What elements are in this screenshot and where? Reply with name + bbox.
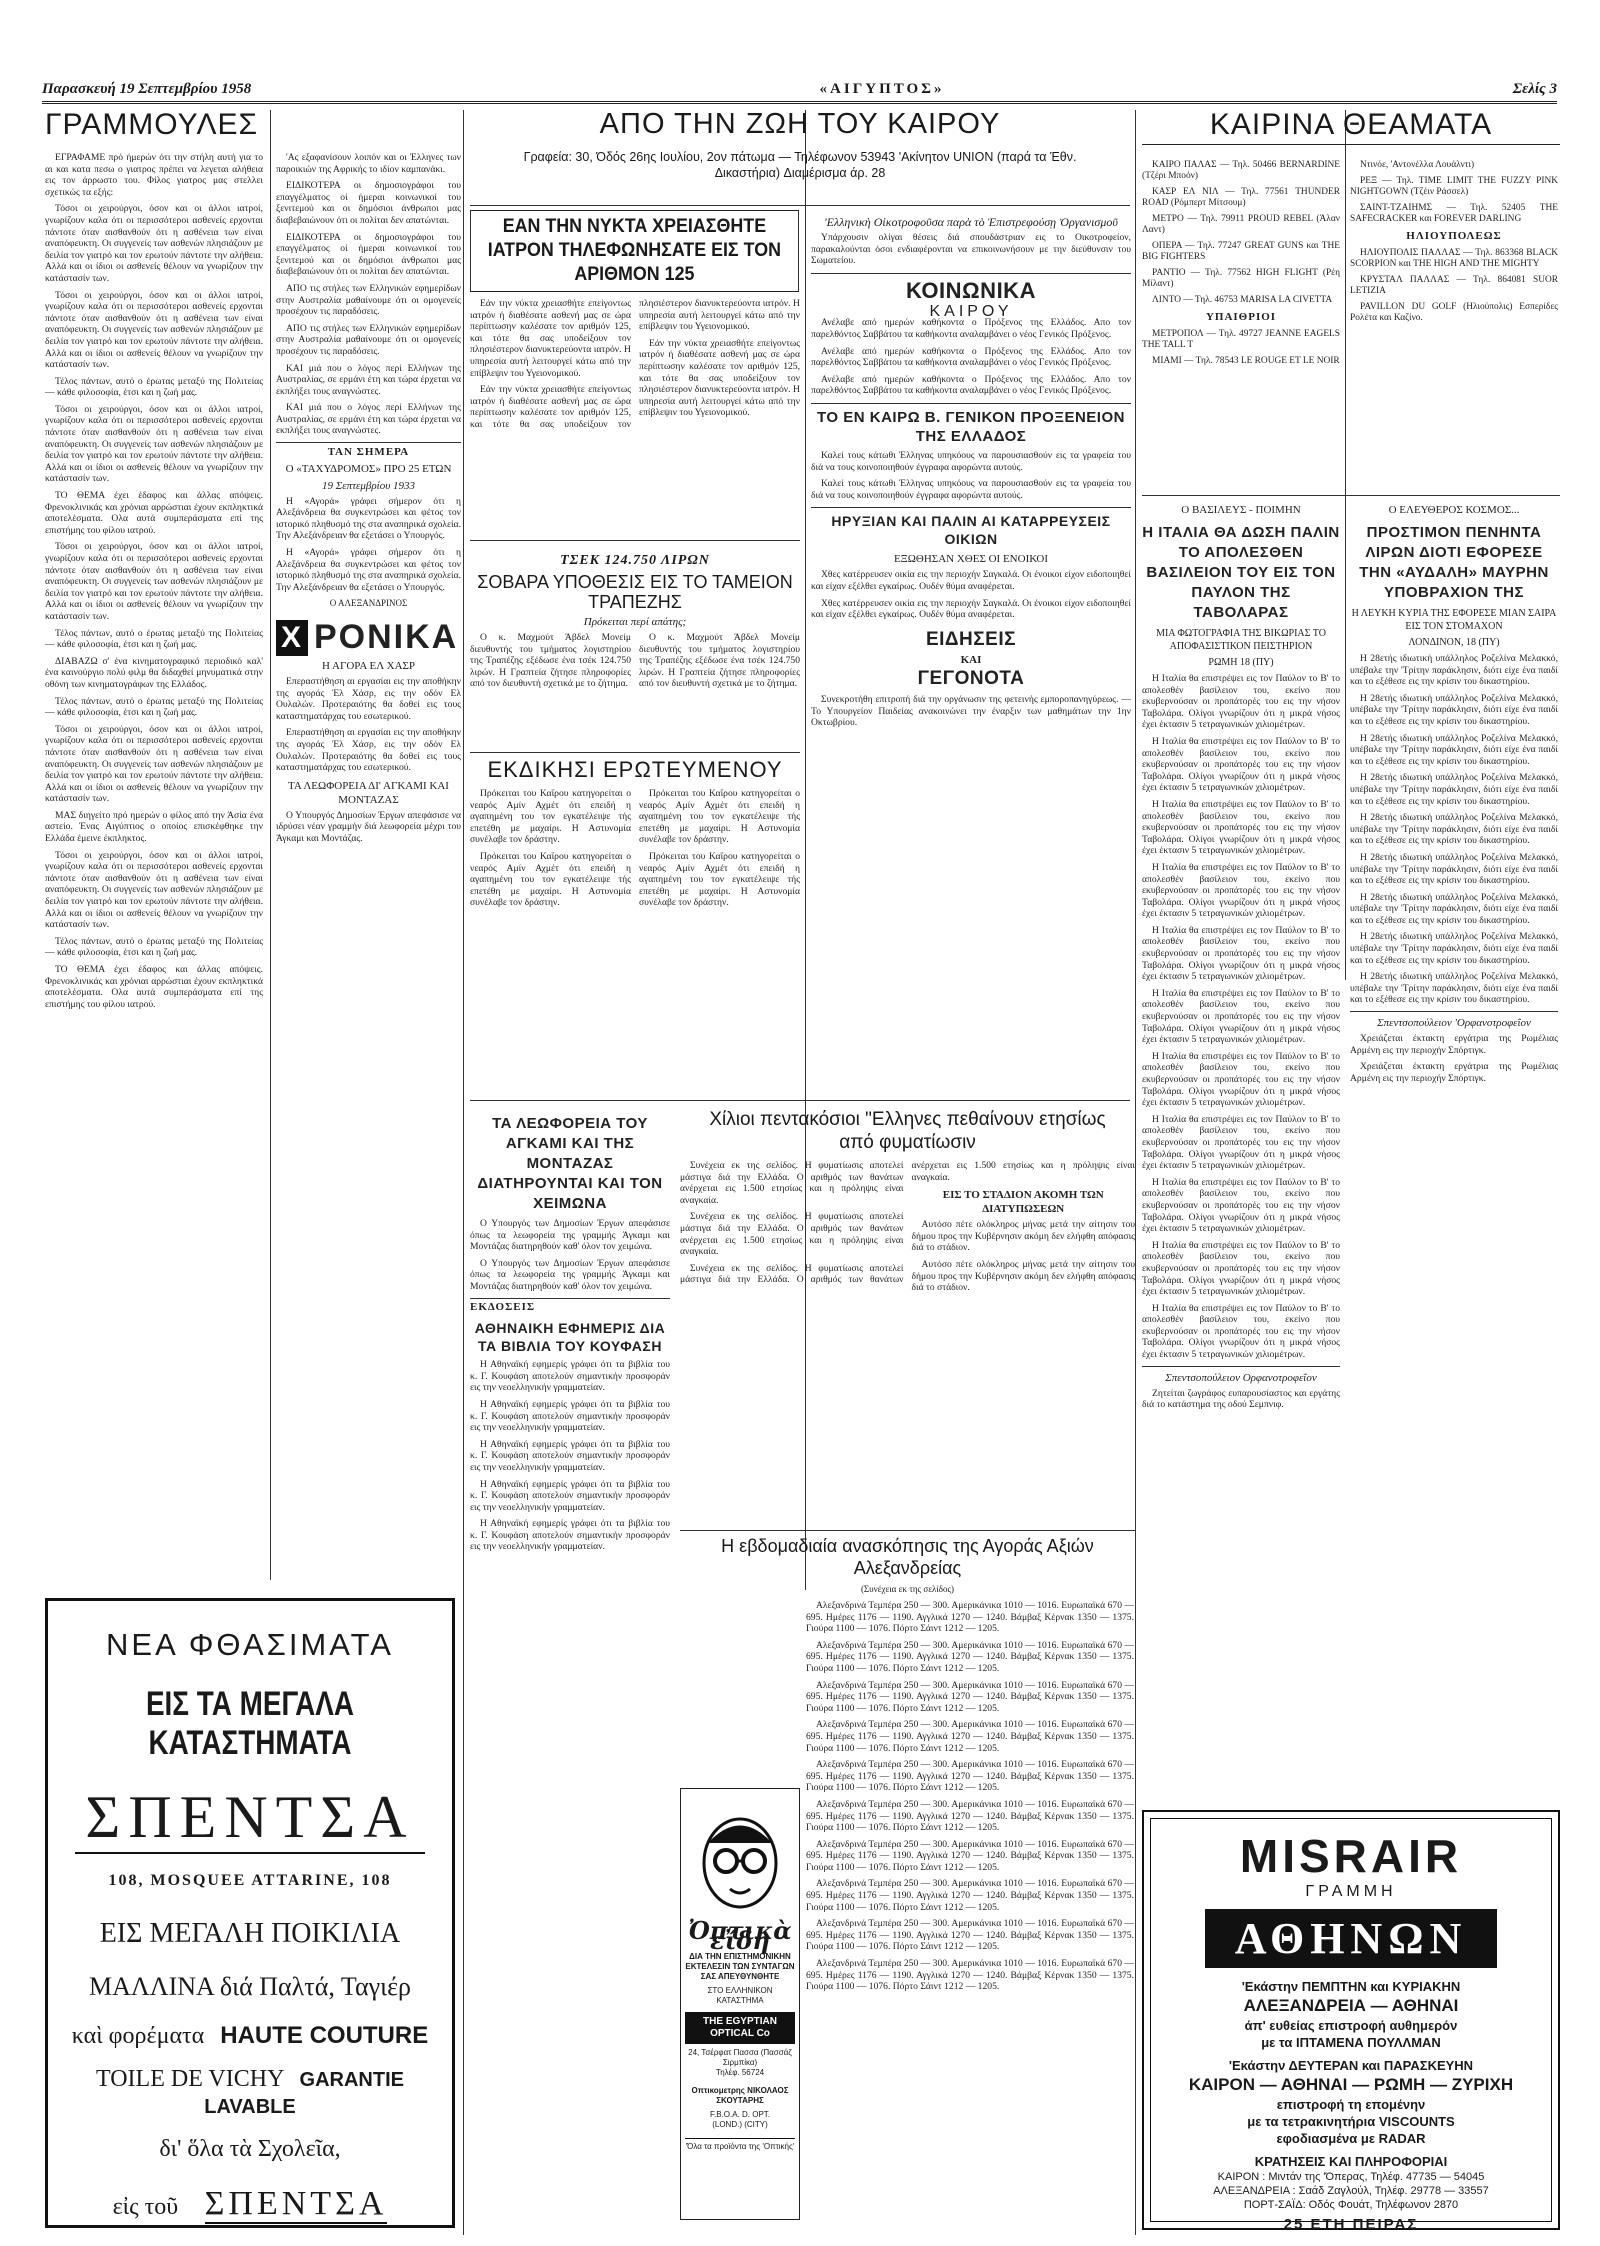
paragraph: Πρόκειται του Καΐρου κατηγορείται ο νεαρός Αμίν Αχμέτ ότι επειδή η αγαπημένη του τον εγκατέλειψε τής επετέθη με μαχαίρι. Η Αστυνομία συνέλαβε τον δράστην. <box>470 850 631 909</box>
ad-line: ΚΑΙΡΟΝ — ΑΘΗΝΑΙ — ΡΩΜΗ — ΖΥΡΙΧΗ <box>1188 2075 1514 2094</box>
ad-text: εἰς τοῦ <box>112 2194 179 2220</box>
paragraph: Τόσοι οι χειρούργοι, όσον και οι άλλοι ιατροί, γνωρίζουν καλα ότι οι περισσότεροι ασθενείς ερχονται πάντοτε όταν αισθανθούν ότι η ασθένεια των είναι αναπόφευκτη. Οι συγγενείς των ασθενών πλησιάζουν με δειλία τον γιατρό και τον ερωτούν πάντοτε την αλήθεια. Αλλά και οι ίδιοι οι ασθενείς θέλουν να γνωρίζουν την κατάστασίν των. <box>45 289 263 371</box>
tsek-article <box>470 545 800 750</box>
cinema-listing: ΚΑΣΡ ΕΛ ΝΙΛ — Τηλ. 77561 THUNDER ROAD (Ρόμπερτ Μίτσουμ) <box>1142 187 1340 208</box>
ad-line: ΝΕΑ ΦΘΑΣΙΜΑΤΑ <box>106 1627 394 1662</box>
paragraph: Χθες κατέρρευσεν οικία εις την περιοχήν Σαγκαλά. Οι ένοικοι είχον ειδοποιηθεί και είχαν εξέλθει εγκαίρως. Ουδέν θύμα αναφέρεται. <box>811 597 1131 621</box>
ad-line: με τα τετρακινητήρια VISCOUNTS <box>1247 2114 1455 2129</box>
xronika-title: ΡΟΝΙΚΑ <box>314 618 459 657</box>
orfanotropheion-heading: Σπεντσοπούλειον 'Ορφανοτροφεΐον <box>1350 1011 1558 1030</box>
paragraph: Τέλος πάντων, αυτό ο έρωτας μεταξύ της Πολιτείας — κάθε φιλοσοφία, έτσι και η ζωή μας. <box>45 935 263 959</box>
night-doctor-heading: ΕΑΝ ΤΗΝ ΝΥΚΤΑ ΧΡΕΙΑΣΘΗΤΕ ΙΑΤΡΟΝ ΤΗΛΕΦΩΝΗΣΑΤΕ ΕΙΣ ΤΟΝ ΑΡΙΘΜΟΝ 125 <box>470 210 799 292</box>
ad-line: δι' ὅλα τὰ Σχολεῖα, <box>159 2136 341 2162</box>
paragraph: Συνέχεια εκ της σελίδος. Η φυματίωσις αποτελεί μάστιγα διά την Ελλάδα. Ο αριθμός των θανάτων ανέρχεται εις 1.500 ετησίως και η πρόληψις είναι αναγκαία. <box>680 1160 904 1206</box>
prostimon-article <box>1350 500 1558 1800</box>
ypaithrioi-heading: ΥΠΑΙΘΡΙΟΙ <box>1205 311 1277 323</box>
ad-line: ΜΑΛΛΙΝΑ διά Παλτά, Ταγιέρ <box>89 1972 411 2001</box>
paragraph: Εάν την νύκτα χρειασθήτε επείγοντως ιατρόν ή διαθέσατε ασθενή μας σε ώρα περίπτωσην καλέσατε τον αριθμόν 125, και τότε θα σας υποδείξουν τον πλησιέστερον διανυκτερεύοντα ιατρόν. Η υπηρεσία αυτή λειτουργεί κάτω από την επίβλεψιν του Υγειονομικού. <box>470 298 800 430</box>
cinema-listing: ΛΙΝΤΟ — Τηλ. 46753 MARISA LA CIVETTA <box>1152 295 1333 305</box>
koinonika-heading: ΚΟΙΝΩΝΙΚΑ <box>811 273 1131 302</box>
hrysikan-subheading: ΕΞΩΘΗΣΑΝ ΧΘΕΣ ΟΙ ΕΝΟΙΚΟΙ <box>893 553 1049 566</box>
paragraph: ΜΑΣ διηγείτο πρό ημερών ο φίλος από την Άσία ένα αστείο. Ένας Αιγύπτιος ο οποίος επισκέφθηκε την Ελλάδα έμεινε έκπληκτος. <box>45 809 263 845</box>
vasileus-dateline: ΡΩΜΗ 18 (ΠΥ) <box>1208 657 1274 668</box>
section-rule <box>680 1530 1135 1531</box>
ad-line: 'Εκάστην ΠΕΜΠΤΗΝ και ΚΥΡΙΑΚΗΝ <box>1241 1979 1461 1994</box>
ad-line: εφοδιασμένα με RADAR <box>1276 2131 1426 2146</box>
ad-line: ΕΙΣ ΤΑ ΜΕΓΑΛΑ ΚΑΤΑΣΤΗΜΑΤΑ <box>145 1685 355 1762</box>
ad-text: TOILE DE VICHY <box>96 2066 284 2092</box>
ad-address: 108, MOSQUEE ATTARINE, 108 <box>108 1872 392 1889</box>
bespectacled-face-illustration <box>690 1803 790 1913</box>
ad-line: ΚΡΑΤΗΣΕΙΣ ΚΑΙ ΠΛΗΡΟΦΟΡΙΑΙ <box>1254 2154 1448 2169</box>
ad-line: Οπτικομετρης ΝΙΚΟΛΑΟΣ ΣΚΟΥΤΑΡΗΣ <box>691 2086 789 2105</box>
ad-line: 24, Τσέρφατ Πασσα (Πασσάζ Σιρμπίκα) <box>688 2048 792 2067</box>
paragraph: Αυτόσο πέτε ολόκληρος μήνας μετά την αίτησιν του δήμου προς την Κυβέρνησιν ακόμη δεν ελήφθη απόφασις διά το στάδιον. <box>911 1258 1135 1294</box>
paragraph: Καλεί τους κάτωθι Έλληνας υπηκόους να παρουσιασθούν εις τα γραφεία του διά να τους κοινοποιηθούν έγγραφα αφορώντα αυτούς. <box>811 478 1131 501</box>
column-rule <box>463 110 464 2235</box>
paragraph: Εάν την νύκτα χρειασθήτε επείγοντως ιατρόν ή διαθέσατε ασθενή μας σε ώρα περίπτωσην καλέσατε τον αριθμόν 125, και τότε θα σας υποδείξουν τον πλησιέστερον διανυκτερεύοντα ιατρόν. Η υπηρεσία αυτή λειτουργεί κάτω από την επίβλεψιν του Υγειονομικού. <box>470 298 631 379</box>
paragraph: ΕΙΔΙΚΟΤΕΡΑ οι δημοσιογράφοι του επαγγέλματος οί ήμεραι κοινωνικοί του ξενιτεμού και οι δημόσιοι άνθρωποι μας διαβεβαιώνουν ότι οι πολίται δεν απατώνται. <box>276 231 461 278</box>
xilioi-text <box>680 1160 1135 1294</box>
ekdikisi-article <box>470 756 800 1096</box>
paragraph: Η 28ετής ιδιωτική υπάλληλος Ροζελίνα Μελακκό, υπέβαλε την 'Τρίτην παράκλησιν, διότι είχε ένα παιδί και το εξέθεσε εις την κρίσιν του δικαστηρίου. <box>1350 732 1558 767</box>
ad-line: με τα ΙΠΤΑΜΕΝΑ ΠΟΥΛΛΜΑΝ <box>1261 2035 1441 2050</box>
section-rule <box>470 540 800 541</box>
paragraph: ΚΑΙ μιά που ο λόγος περί Ελλήνων της Αυστραλίας, σε ερμάνι έτη και τώρα έρχεται να εκπλήξει τους αναγνώστες. <box>276 402 461 437</box>
misrair-inner-frame <box>1150 1818 1552 2233</box>
eleftheros-kicker: Ο ΕΛΕΥΘΕΡΟΣ ΚΟΣΜΟΣ... <box>1388 504 1520 516</box>
kairina-theamata-heading: ΚΑΙΡΙΝΑ ΘΕΑΜΑΤΑ <box>1142 110 1560 145</box>
sobara-subheading: Πρόκειται περί απάτης; <box>583 616 687 628</box>
tsek-heading: ΤΣΕΚ 124.750 ΛΙΡΩΝ <box>560 553 710 568</box>
paragraph: 'Ας εξαφανίσουν λοιπόν και οι Έλληνες των παροικιών της Αφρικής το ιδίον καμπανάκι. <box>276 152 461 175</box>
paragraph: Ο Υπουργός των Δημοσίων Έργων απεφάσισε όπως τα λεωφορεία της γραμμής Άγκαμι και Μοντάζας διατηρηθούν καθ' όλον τον χειμώνα. <box>470 1218 670 1253</box>
paragraph: Αλεξανδρινά Τεμπέρα 250 — 300. Αμερικάνικα 1010 — 1016. Ευρωπαϊκά 670 — 695. Ημέρες 1176 — 1190. Αγγλικά 1270 — 1240. Βάμβαξ Κέρνακ 1350 — 1375. Γιούρα 1100 — 1076. Πόρτο Σάιντ 1212 — 1205. <box>806 1719 1134 1754</box>
ad-line: Τηλέφ. 56724 <box>715 2068 765 2077</box>
vasileus-heading: Η ΙΤΑΛΙΑ ΘΑ ΔΩΣΗ ΠΑΛΙΝ ΤΟ ΑΠΟΛΕΣΘΕΝ ΒΑΣΙΛΕΙΟΝ ΤΟΥ ΕΙΣ ΤΟΝ ΠΑΥΛΟΝ ΤΗΣ ΤΑΒΟΛΑΡΑΣ <box>1142 524 1340 621</box>
paragraph: Η Ιταλία θα επιστρέψει εις τον Παύλον το Β' το απολεσθέν βασίλειον του, εκείνο που εκυβερνούσαν οι προπάτορές του εις την νήσον Ταβολάρα. Ολίγοι γνωρίζουν ότι η μικρά νήσος έχει έκτασιν 5 τετραγωνικών χιλιομέτρων. <box>1142 1050 1340 1109</box>
spentsa-logo: ΣΠΕΝΤΣΑ <box>204 2185 388 2222</box>
paragraph: Τόσοι οι χειρούργοι, όσον και οι άλλοι ιατροί, γνωρίζουν καλα ότι οι περισσότεροι ασθενείς ερχονται πάντοτε όταν αισθανθούν ότι η ασθένεια των είναι αναπόφευκτη. Οι συγγενείς των ασθενών πλησιάζουν με δειλία τον γιατρό και τον ερωτούν πάντοτε την αλήθεια. Αλλά και οι ίδιοι οι ασθενείς θέλουν να γνωρίζουν την κατάστασίν των. <box>45 723 263 805</box>
paragraph: Συνέχεια εκ της σελίδος. Η φυματίωσις αποτελεί μάστιγα διά την Ελλάδα. Ο αριθμός των θανάτων ανέρχεται εις 1.500 ετησίως και η πρόληψις είναι αναγκαία. <box>680 1160 1135 1286</box>
paragraph: Τέλος πάντων, αυτό ο έρωτας μεταξύ της Πολιτείας — κάθε φιλοσοφία, έτσι και η ζωή μας. <box>45 695 263 719</box>
column-rule <box>1135 110 1136 2235</box>
paragraph: ΑΠΟ τις στήλες των Ελληνικών εφημερίδων στην Αυστραλία μαθαίνουμε ότι οι ομογενείς προσέχουν τις παραδόσεις. <box>276 322 461 357</box>
prostimon-subheading: Η ΛΕΥΚΗ ΚΥΡΙΑ ΤΗΣ ΕΦΟΡΕΣΕ ΜΙΑΝ ΣΑΙΡΑ ΕΙΣ ΤΟΝ ΣΤΟΜΑΧΟΝ <box>1351 608 1557 632</box>
paragraph: Η 28ετής ιδιωτική υπάλληλος Ροζελίνα Μελακκό, υπέβαλε την 'Τρίτην παράκλησιν, διότι είχε ένα παιδί και το εξέθεσε εις την κρίσιν του δικαστηρίου. <box>1350 851 1558 887</box>
taxydromos-date: 19 Σεπτεμβρίου 1933 <box>321 479 416 492</box>
col1-heading-wrap <box>45 110 465 150</box>
optical-script-title: Ὀπτικὰ εἴδη <box>688 1916 792 1955</box>
xilioi-article <box>680 1108 1135 1528</box>
sobara-heading: ΣΟΒΑΡΑ ΥΠΟΘΕΣΙΣ ΕΙΣ ΤΟ ΤΑΜΕΙΟΝ ΤΡΑΠΕΖΗΣ <box>477 572 793 612</box>
paragraph: Η 28ετής ιδιωτική υπάλληλος Ροζελίνα Μελακκό, υπέβαλε την 'Τρίτην παράκλησιν, διότι είχε ένα παιδί και το εξέθεσε εις την κρίσιν του δικαστηρίου. <box>1350 971 1558 1006</box>
taxydromos-signature: Ο ΑΛΕΞΑΝΔΡΙΝΟΣ <box>329 598 408 609</box>
paragraph: Η Ιταλία θα επιστρέψει εις τον Παύλον το Β' το απολεσθέν βασίλειον του, εκείνο που εκυβερνούσαν οι προπάτορές του εις την νήσον Ταβολάρα. Ολίγοι γνωρίζουν ότι η μικρά νήσος έχει έκτασιν 5 τετραγωνικών χιλιομέτρων. <box>1142 735 1340 794</box>
prostimon-dateline: ΛΟΝΔΙΝΟΝ, 18 (ΠΥ) <box>1408 637 1500 648</box>
paragraph: Εάν την νύκτα χρειασθήτε επείγοντως ιατρόν ή διαθέσατε ασθενή μας σε ώρα περίπτωσην καλέσατε τον αριθμόν 125, και τότε θα σας υποδείξουν τον πλησιέστερον διανυκτερεύοντα ιατρόν. Η υπηρεσία αυτή λειτουργεί κάτω από την επίβλεψιν του Υγειονομικού. <box>639 337 800 419</box>
ad-line: (LOND.) (CITY) <box>712 2120 768 2129</box>
ad-line: 25 ΕΤΗ ΠΕΙΡΑΣ <box>1283 2216 1419 2233</box>
paragraph: Καλεί τους κάτωθι Έλληνας υπηκόους να παρουσιασθούν εις τα γραφεία του διά να τους κοινοποιηθούν έγγραφα αφορώντα αυτούς. <box>811 449 1131 473</box>
paragraph: Χρειάζεται έκτακτη εργάτρια της Ρωμέλιας Αρμένη εις την περιοχήν Σπόρτιγκ. <box>1350 1033 1558 1056</box>
paragraph: ΤΟ ΘΕΜΑ έχει έδαφος και άλλας απόψεις. Φρενοκλινικάς και χρόνιαι αρρώστιαι έχουν εκπληκτικά αποτελέσματα. Ολα αυτά συμπεράσματα επί της επιστήμης του φίλου ιατρού. <box>45 964 263 1010</box>
night-doctor-article <box>470 210 800 540</box>
eidiseis-heading: ΕΙΔΗΣΕΙΣ <box>925 628 1017 650</box>
grammoules-heading: ΓΡΑΜΜΟΥΛΕΣ <box>45 110 259 141</box>
cinema-listings-left <box>1142 160 1340 490</box>
paragraph: Αλεξανδρινά Τεμπέρα 250 — 300. Αμερικάνικα 1010 — 1016. Ευρωπαϊκά 670 — 695. Ημέρες 1176 — 1190. Αγγλικά 1270 — 1240. Βάμβαξ Κέρνακ 1350 — 1375. Γιούρα 1100 — 1076. Πόρτο Σάιντ 1212 — 1205. <box>806 1639 1134 1674</box>
paragraph: Η Ιταλία θα επιστρέψει εις τον Παύλον το Β' το απολεσθέν βασίλειον του, εκείνο που εκυβερνούσαν οι προπάτορές του εις την νήσον Ταβολάρα. Ολίγοι γνωρίζουν ότι η μικρά νήσος έχει έκτασιν 5 τετραγωνικών χιλιομέτρων. <box>1142 1302 1340 1361</box>
paragraph: Η Ιταλία θα επιστρέψει εις τον Παύλον το Β' το απολεσθέν βασίλειον του, εκείνο που εκυβερνούσαν οι προπάτορές του εις την νήσον Ταβολάρα. Ολίγοι γνωρίζουν ότι η μικρά νήσος έχει έκτασιν 5 τετραγωνικών χιλιομέτρων. <box>1142 924 1340 983</box>
masthead <box>42 78 1557 104</box>
paragraph: Πρόκειται του Καΐρου κατηγορείται ο νεαρός Αμίν Αχμέτ ότι επειδή η αγαπημένη του τον εγκατέλειψε τής επετέθη με μαχαίρι. Η Αστυνομία συνέλαβε τον δράστην. <box>470 788 631 846</box>
cinema-listing: ΗΛΙΟΥΠΟΛΙΣ ΠΑΛΛΑΣ — Τηλ. 863368 BLACK SCORPION και THE HIGH AND THE MIGHTY <box>1350 248 1558 269</box>
paragraph: Η 28ετής ιδιωτική υπάλληλος Ροζελίνα Μελακκό, υπέβαλε την 'Τρίτην παράκλησιν, διότι είχε ένα παιδί και το εξέθεσε εις την κρίσιν του δικαστηρίου. <box>1350 891 1558 926</box>
prostimon-heading: ΠΡΟΣΤΙΜΟΝ ΠΕΝΗΝΤΑ ΛΙΡΩΝ ΔΙΟΤΙ ΕΦΟΡΕΣΕ ΤΗΝ «ΑΥΔΑΛΗ» ΜΑΥΡΗΝ ΥΠΟΒΡΑΧΙΟΝ ΤΗΣ <box>1359 524 1549 601</box>
ad-line: 'Όλα τα προϊόντα της 'Οπτικής' <box>685 2138 795 2152</box>
center-right-column <box>811 212 1131 1097</box>
paragraph: Αλεξανδρινά Τεμπέρα 250 — 300. Αμερικάνικα 1010 — 1016. Ευρωπαϊκά 670 — 695. Ημέρες 1176 — 1190. Αγγλικά 1270 — 1240. Βάμβαξ Κέρνακ 1350 — 1375. Γιούρα 1100 — 1076. Πόρτο Σάιντ 1212 — 1205. <box>806 1958 1134 1993</box>
weekly-heading: Η εβδομαδιαία ανασκόπησις της Αγοράς Αξιών Αλεξανδρείας <box>721 1536 1094 1578</box>
cinema-listing: ΡΑΝΤΙΟ — Τηλ. 77562 HIGH FLIGHT (Ρέη Μίλαντ) <box>1142 268 1340 289</box>
column-rule <box>1345 110 1346 980</box>
paragraph: Υπάρχουσιν ολίγαι θέσεις διά σπουδάστριαν εις το Οικοτροφείον, παρακαλούνται όσοι ενδιαφέρονται να επικοινωνήσουν με την διεύθυνσιν του Σωματείου. <box>811 232 1131 267</box>
paragraph: Η Αθηναϊκή εφημερίς γράφει ότι τα βιβλία του κ. Γ. Κουφάση αποτελούν σημαντικήν προσφοράν εις την νεοελληνικήν γραμματείαν. <box>470 1438 670 1473</box>
page-number: Σελίς 3 <box>1512 81 1557 97</box>
ad-text: HAUTE COUTURE <box>220 2022 429 2049</box>
agora-heading: Η ΑΓΟΡΑ ΕΛ ΧΑΣΡ <box>321 660 416 672</box>
vasileus-kicker: Ο ΒΑΣΙΛΕΥΣ - ΠΟΙΜΗΝ <box>1181 504 1301 516</box>
cinema-listing: PAVILLON DU GOLF (Ηλιούπολις) Εσπερίδες Ρολέτα και Καζίνο. <box>1350 302 1558 323</box>
vasileus-article <box>1142 500 1340 1795</box>
cinema-listing: Ντινόε, 'Αντονέλλα Λουάλντι) <box>1360 160 1475 170</box>
paragraph: Τόσοι οι χειρούργοι, όσον και οι άλλοι ιατροί, γνωρίζουν καλα ότι οι περισσότεροι ασθενείς ερχονται πάντοτε όταν αισθανθούν ότι η ασθένεια των είναι αναπόφευκτη. Οι συγγενείς των ασθενών πλησιάζουν με δειλία τον γιατρό και τον ερωτούν πάντοτε την αλήθεια. Αλλά και οι ίδιοι οι ασθενείς θέλουν να γνωρίζουν την κατάστασίν των. <box>45 541 263 622</box>
paragraph: Ανέλαβε από ημερών καθήκοντα ο Πρόξενος της Ελλάδος. Απο τον παρελθόντος Σαββάτου τα καθήκοντα αναλαμβάνει ο νέος Γενικός Πρόξενος. <box>811 373 1131 397</box>
issue-date: Παρασκευή 19 Σεπτεμβρίου 1958 <box>42 81 252 97</box>
col1-text <box>45 152 263 1592</box>
paragraph: Ο Υπουργός των Δημοσίων Έργων απεφάσισε όπως τα λεωφορεία της γραμμής Άγκαμι και Μοντάζας διατηρηθούν καθ' όλον τον χειμώνα. <box>470 1257 670 1292</box>
ad-line: άπ' ευθείας επιστροφή αυθημερόν <box>1244 2018 1458 2033</box>
weekly-review-text <box>806 1600 1134 2220</box>
paragraph: Η Ιταλία θα επιστρέψει εις τον Παύλον το Β' το απολεσθέν βασίλειον του, εκείνο που εκυβερνούσαν οι προπάτορές του εις την νήσον Ταβολάρα. Ολίγοι γνωρίζουν ότι η μικρά νήσος έχει έκτασιν 5 τετραγωνικών χιλιομέτρων. <box>1142 1176 1340 1235</box>
ad-line: F.B.O.A. D. OPT. <box>709 2110 770 2119</box>
kai-heading: ΚΑΙ <box>960 653 982 666</box>
ad-line: ΕΙΣ ΜΕΓΑΛΗ ΠΟΙΚΙΛΙΑ <box>99 1918 401 1949</box>
section-rule <box>470 205 1130 206</box>
paragraph: Η Ιταλία θα επιστρέψει εις τον Παύλον το Β' το απολεσθέν βασίλειον του, εκείνο που εκυβερνούσαν οι προπάτορές του εις την νήσον Ταβολάρα. Ολίγοι γνωρίζουν ότι η μικρά νήσος έχει έκτασιν 5 τετραγωνικών χιλιομέτρων. <box>1142 987 1340 1046</box>
cinema-listing: ΣΑΙΝΤ-ΤΖΑΙΗΜΣ — Τηλ. 52405 THE SAFECRACKER και FOREVER DARLING <box>1350 203 1558 224</box>
elliniki-heading: 'Ελληνικὴ Οἰκοτροφοῦσα παρὰ τὸ Ἐπιστρεφούσῃ Ὀργανισμοῦ <box>824 215 1118 229</box>
ad-line: ΣΤΟ ΕΛΛΗΝΙΚΟΝ ΚΑΤΑΣΤΗΜΑ <box>707 1986 773 2005</box>
right-heading-wrap <box>1142 110 1560 156</box>
night-doctor-text <box>470 298 800 431</box>
taxydromos-heading: Ο «ΤΑΧΥΔΡΟΜΟΣ» ΠΡΟ 25 ΕΤΩΝ <box>285 462 452 475</box>
paragraph: ΔΙΑΒΑΖΩ σ' ένα κινηματογραφικό περιοδικό καλ' ένα καινούργιο πολύ φιλμ θα διδαχθεί μηνυματικά στην οθόνη των κινηματογράφων της Ελλάδος. <box>45 655 263 690</box>
paragraph: Η Ιταλία θα επιστρέψει εις τον Παύλον το Β' το απολεσθέν βασίλειον του, εκείνο που εκυβερνούσαν οι προπάτορές του εις την νήσον Ταβολάρα. Ολίγοι γνωρίζουν ότι η μικρά νήσος έχει έκτασιν 5 τετραγωνικών χιλιομέτρων. <box>1142 798 1340 857</box>
office-address: Γραφεία: 30, Όδός 26ης Ιουλίου, 2ον πάτωμα — Τηλέφωνον 53943 'Ακίνητον UNION (παρά τα Έθν. Δικαστήρια) Διαμέρισμα άρ. 28 <box>523 150 1077 180</box>
sobara-text <box>470 632 800 695</box>
paragraph: Η Αθηναϊκή εφημερίς γράφει ότι τα βιβλία του κ. Γ. Κουφάση αποτελούν σημαντικήν προσφοράν εις την νεοελληνικήν γραμματείαν. <box>470 1398 670 1434</box>
center-heading-wrap <box>470 110 1130 190</box>
section-rule <box>470 1100 1130 1101</box>
ekdikisi-text <box>470 788 800 914</box>
section-rule <box>1142 495 1560 496</box>
spentsa-advertisement <box>45 1598 455 2228</box>
paragraph: Τόσοι οι χειρούργοι, όσον και οι άλλοι ιατροί, γνωρίζουν καλα ότι οι περισσότεροι ασθενείς ερχονται πάντοτε όταν αισθανθούν ότι η ασθένεια των είναι αναπόφευκτη. Οι συγγενείς των ασθενών πλησιάζουν με δειλία τον γιατρό και τον ερωτούν πάντοτε την αλήθεια. Αλλά και οι ίδιοι οι ασθενείς θέλουν να γνωρίζουν την κατάστασίν των. <box>45 849 263 931</box>
ekdikisi-heading: ΕΚΔΙΚΗΣΙ ΕΡΩΤΕΥΜΕΝΟΥ <box>487 757 783 782</box>
paragraph: Πρόκειται του Καΐρου κατηγορείται ο νεαρός Αμίν Αχμέτ ότι επειδή η αγαπημένη του τον εγκατέλειψε τής επετέθη με μαχαίρι. Η Αστυνομία συνέλαβε τον δράστην. <box>639 850 800 909</box>
paragraph: Η Ιταλία θα επιστρέψει εις τον Παύλον το Β' το απολεσθέν βασίλειον του, εκείνο που εκυβερνούσαν οι προπάτορές του εις την νήσον Ταβολάρα. Ολίγοι γνωρίζουν ότι η μικρά νήσος έχει έκτασιν 5 τετραγωνικών χιλιομέτρων. <box>1142 1239 1340 1298</box>
paragraph: Επεραστήθηση αι εργασίαι εις την αποθήκην της αγοράς Έλ Χάσρ, εις την οδόν Ελ Ουλαλών. Προτεραιότης θα δοθεί εις τους καταστηματάρχας του εσωτερικού. <box>276 676 461 722</box>
ad-line <box>48 2022 452 2050</box>
paragraph: Ο Υπουργός Δημοσίων Έργων απεφάσισε να ιδρύσει νέαν γραμμήν διά λεωφορεία μέχρι του Άγκαμι και Μοντάζας. <box>276 809 461 844</box>
paragraph: Αλεξανδρινά Τεμπέρα 250 — 300. Αμερικάνικα 1010 — 1016. Ευρωπαϊκά 670 — 695. Ημέρες 1176 — 1190. Αγγλικά 1270 — 1240. Βάμβαξ Κέρνακ 1350 — 1375. Γιούρα 1100 — 1076. Πόρτο Σάιντ 1212 — 1205. <box>806 1600 1134 1635</box>
ad-line: ΠΟΡΤ-ΣΑΪΔ: Οδός Φουάτ, Τηλέφωνον 2870 <box>1243 2199 1459 2211</box>
cinema-listing: ΚΡΥΣΤΑΛ ΠΑΛΛΑΣ — Τηλ. 864081 SUOR LETIZIA <box>1350 275 1558 296</box>
paragraph: Η 28ετής ιδιωτική υπάλληλος Ροζελίνα Μελακκό, υπέβαλε την 'Τρίτην παράκλησιν, διότι είχε ένα παιδί και το εξέθεσε εις την κρίσιν του δικαστηρίου. <box>1350 931 1558 966</box>
hrysikan-heading: ΗΡΥΞΙΑΝ ΚΑΙ ΠΑΛΙΝ ΑΙ ΚΑΤΑΡΡΕΥΣΕΙΣ ΟΙΚΙΩΝ <box>811 507 1131 548</box>
ekdoseis-heading: ΕΚΔΟΣΕΙΣ <box>470 1298 670 1314</box>
paragraph: Η «Αγορά» γράφει σήμερον ότι η Αλεξάνδρεια θα συγκεντρώσει και φέτος τον ιστορικό πληθυσμό της στα αναπηρικά σχολεία. Την Αλεξάνδρειαν θα εξετάσει ο Υπουργός. <box>276 495 461 542</box>
paragraph: Τέλος πάντων, αυτό ο έρωτας μεταξύ της Πολιτείας — κάθε φιλοσοφία, έτσι και η ζωή μας. <box>45 627 263 651</box>
newspaper-name: «ΑΙΓΥΠΤΟΣ» <box>819 81 945 97</box>
paragraph: ΑΠΟ τις στήλες των Ελληνικών εφημερίδων στην Αυστραλία μαθαίνουμε ότι οι ομογενείς προσέχουν τις παραδόσεις. <box>276 282 461 318</box>
geniki-heading: ΤΟ ΕΝ ΚΑΙΡΩ Β. ΓΕΝΙΚΟΝ ΠΡΟΞΕΝΕΙΟΝ ΤΗΣ ΕΛΛΑΔΟΣ <box>811 403 1131 446</box>
vasileus-subheading: ΜΙΑ ΦΩΤΟΓΡΑΦΙΑ ΤΗΣ ΒΙΚΩΡΙΑΣ ΤΟ ΑΠΟΦΑΣΙΣΤΙΚΟΝ ΠΕΙΣΤΗΡΙΟΝ <box>1156 628 1326 652</box>
athinon-banner: ΑΘΗΝΩΝ <box>1205 1909 1497 1968</box>
paragraph: Αλεξανδρινά Τεμπέρα 250 — 300. Αμερικάνικα 1010 — 1016. Ευρωπαϊκά 670 — 695. Ημέρες 1176 — 1190. Αγγλικά 1270 — 1240. Βάμβαξ Κέρνακ 1350 — 1375. Γιούρα 1100 — 1076. Πόρτο Σάιντ 1212 — 1205. <box>806 1878 1134 1913</box>
paragraph: Η Αθηναϊκή εφημερίς γράφει ότι τα βιβλία του κ. Γ. Κουφάση αποτελούν σημαντικήν προσφοράν εις την νεοελληνικήν γραμματείαν. <box>470 1478 670 1513</box>
cinema-listing: ΟΠΕΡΑ — Τηλ. 77247 GREAT GUNS και THE BIG FIGHTERS <box>1142 241 1340 262</box>
ilioupoleos-heading: ΗΛΙΟΥΠΟΛΕΩΣ <box>1406 230 1502 242</box>
cinema-listing: ΜΕΤΡΟ — Τηλ. 79911 PROUD REBEL (Άλαν Λαντ) <box>1142 214 1340 235</box>
paragraph: Αλεξανδρινά Τεμπέρα 250 — 300. Αμερικάνικα 1010 — 1016. Ευρωπαϊκά 670 — 695. Ημέρες 1176 — 1190. Αγγλικά 1270 — 1240. Βάμβαξ Κέρνακ 1350 — 1375. Γιούρα 1100 — 1076. Πόρτο Σάιντ 1212 — 1205. <box>806 1798 1134 1834</box>
weekly-subheading: (Συνέχεια εκ της σελίδος) <box>860 1584 955 1594</box>
paragraph: Συνέχεια εκ της σελίδος. Η φυματίωσις αποτελεί μάστιγα διά την Ελλάδα. Ο αριθμός των θανάτων ανέρχεται εις 1.500 ετησίως και η πρόληψις είναι αναγκαία. <box>680 1211 904 1258</box>
ad-line: ΑΛΕΞΑΝΔΡΕΙΑ — ΑΘΗΝΑΙ <box>1243 1996 1459 2015</box>
paragraph: Η Αθηναϊκή εφημερίς γράφει ότι τα βιβλία του κ. Γ. Κουφάση αποτελούν σημαντικήν προσφοράν εις την νεοελληνικήν γραμματείαν. <box>470 1359 670 1394</box>
ad-line: ΑΛΕΞΑΝΔΡΕΙΑ : Σαάδ Ζαγλούλ, Τηλέφ. 29778 — 33557 <box>1213 2185 1489 2197</box>
xilioi-heading: Χίλιοι πεντακόσιοι "Ελληνες πεθαίνουν ετησίως από φυματίωσιν <box>709 1109 1106 1153</box>
kairou-subheading: ΚΑΙΡΟΥ <box>929 302 1013 320</box>
ad-line: ΓΡΑΜΜΗ <box>1305 1883 1397 1900</box>
leoforeia-article <box>470 1108 670 1788</box>
paragraph: Η Ιταλία θα επιστρέψει εις τον Παύλον το Β' το απολεσθέν βασίλειον του, εκείνο που εκυβερνούσαν οι προπάτορές του εις την νήσον Ταβολάρα. Ολίγοι γνωρίζουν ότι η μικρά νήσος έχει έκτασιν 5 τετραγωνικών χιλιομέτρων. <box>1142 673 1340 731</box>
paragraph: Η Ιταλία θα επιστρέψει εις τον Παύλον το Β' το απολεσθέν βασίλειον του, εκείνο που εκυβερνούσαν οι προπάτορές του εις την νήσον Ταβολάρα. Ολίγοι γνωρίζουν ότι η μικρά νήσος έχει έκτασιν 5 τετραγωνικών χιλιομέτρων. <box>1142 861 1340 920</box>
paragraph: ΚΑΙ μιά που ο λόγος περί Ελλήνων της Αυστραλίας, σε ερμάνι έτη και τώρα έρχεται να εκπλήξει τους αναγνώστες. <box>276 362 461 397</box>
ad-text: καὶ φορέματα <box>71 2023 205 2049</box>
gegonota-heading: ΓΕΓΟΝΟΤΑ <box>917 668 1025 690</box>
paragraph: ΕΓΡΑΦΑΜΕ πρό ήμερών ότι την στήλη αυτή για το αι και κατα πεσω ο γιατρος πρέπει να λεγεται αλήθεια εις τον άρρωστο του. Φίλος γιατρος μας στελλει σχετικώς τα εξής: <box>45 152 263 198</box>
paragraph: Τέλος πάντων, αυτό ο έρωτας μεταξύ της Πολιτείας — κάθε φιλοσοφία, έτσι και η ζωή μας. <box>45 375 263 399</box>
ad-line <box>48 2185 452 2223</box>
paragraph: Αλεξανδρινά Τεμπέρα 250 — 300. Αμερικάνικα 1010 — 1016. Ευρωπαϊκά 670 — 695. Ημέρες 1176 — 1190. Αγγλικά 1270 — 1240. Βάμβαξ Κέρνακ 1350 — 1375. Γιούρα 1100 — 1076. Πόρτο Σάιντ 1212 — 1205. <box>806 1838 1134 1873</box>
paragraph: Αλεξανδρινά Τεμπέρα 250 — 300. Αμερικάνικα 1010 — 1016. Ευρωπαϊκά 670 — 695. Ημέρες 1176 — 1190. Αγγλικά 1270 — 1240. Βάμβαξ Κέρνακ 1350 — 1375. Γιούρα 1100 — 1076. Πόρτο Σάιντ 1212 — 1205. <box>806 1918 1134 1953</box>
paragraph: Η 28ετής ιδιωτική υπάλληλος Ροζελίνα Μελακκό, υπέβαλε την 'Τρίτην παράκλησιν, διότι είχε ένα παιδί και το εξέθεσε εις την κρίσιν του δικαστηρίου. <box>1350 772 1558 807</box>
zoi-kairou-heading: ΑΠΟ ΤΗΝ ΖΩΗ ΤΟΥ ΚΑΙΡΟΥ <box>599 110 1001 140</box>
paragraph: Επεραστήθηση αι εργασίαι εις την αποθήκην της αγοράς Έλ Χάσρ, εις την οδόν Ελ Ουλαλών. Προτεραιότης θα δοθεί εις τους καταστηματάρχας του εσωτερικού. <box>276 727 461 774</box>
section-rule <box>470 752 800 753</box>
cinema-listing: ΚΑΙΡΟ ΠΑΛΑΣ — Τηλ. 50466 BERNARDINE (Τζέρι Μποόν) <box>1142 160 1340 181</box>
paragraph: Η 28ετής ιδιωτική υπάλληλος Ροζελίνα Μελακκό, υπέβαλε την 'Τρίτην παράκλησιν, διότι είχε ένα παιδί και το εξέθεσε εις την κρίσιν του δικαστηρίου. <box>1350 692 1558 727</box>
cinema-listing: ΜΕΤΡΟΠΟΛ — Τηλ. 49727 JEANNE EAGELS THE TALL T <box>1142 329 1340 350</box>
paragraph: Η Αθηναϊκή εφημερίς γράφει ότι τα βιβλία του κ. Γ. Κουφάση αποτελούν σημαντικήν προσφοράν εις την νεοελληνικήν γραμματείαν. <box>470 1518 670 1553</box>
paragraph: Πρόκειται του Καΐρου κατηγορείται ο νεαρός Αμίν Αχμέτ ότι επειδή η αγαπημένη του τον εγκατέλειψε τής επετέθη με μαχαίρι. Η Αστυνομία συνέλαβε τον δράστην. <box>639 788 800 846</box>
xronika-logo: Χ <box>276 620 308 656</box>
column-rule <box>270 110 271 1580</box>
paragraph: Ο κ. Μαχμούτ Άβδελ Μονείμ διευθυντής του τμήματος λογιστηρίου της Τραπέζης εξέδωσε ένα τσέκ 124.750 λιρών. Η Γραπτεία ζήτησε πληροφορίες από τον διευθυντή σχετικά με το ζήτημα. <box>639 632 800 690</box>
paragraph: Τόσοι οι χειρούργοι, όσον και οι άλλοι ιατροί, γνωρίζουν καλα ότι οι περισσότεροι ασθενείς ερχονται πάντοτε όταν αισθανθούν ότι η ασθένεια των είναι αναπόφευκτη. Οι συγγενείς των ασθενών πλησιάζουν με δειλία τον γιατρό και τον ερωτούν πάντοτε την αλήθεια. Αλλά και οι ίδιοι οι ασθενείς θέλουν να γνωρίζουν την κατάστασίν των. <box>45 403 263 485</box>
athinaiki-heading: ΑΘΗΝΑΙΚΗ ΕΦΗΜΕΡΙΣ ΔΙΑ ΤΑ ΒΙΒΛΙΑ ΤΟΥ ΚΟΥΦΑΣΗ <box>474 1320 666 1355</box>
ad-line: 'Εκάστην ΔΕΥΤΕΡΑΝ και ΠΑΡΑΣΚΕΥΗΝ <box>1228 2058 1474 2073</box>
paragraph: Συνεκροτήθη επιτροπή διά την οργάνωσιν της φετεινής εμποροπανηγύρεως. — Το Υπουργείον Παιδείας ανακοινώνει την έναρξιν των μαθημάτων την 1ην Οκτωβρίου. <box>811 694 1131 729</box>
paragraph: Ζητείται ζωγράφος ευπαρουσίαστος και εργάτης διά το κατάστημα της οδού Σεμπνιφ. <box>1142 1387 1340 1411</box>
ad-line: επιστροφή τη επομένην <box>1276 2097 1426 2112</box>
xronika-heading <box>276 620 461 656</box>
cinema-listing: ΡΕΞ — Τηλ. TIME LIMIT THE FUZZY PINK NIGHTGOWN (Τζέιν Ράσσελ) <box>1350 176 1558 197</box>
paragraph: Ο κ. Μαχμούτ Άβδελ Μονείμ διευθυντής του τμήματος λογιστηρίου της Τραπέζης εξέδωσε ένα τσέκ 124.750 λιρών. Η Γραπτεία ζήτησε πληροφορίες από τον διευθυντή σχετικά με το ζήτημα. <box>470 632 631 690</box>
paragraph: Αλεξανδρινά Τεμπέρα 250 — 300. Αμερικάνικα 1010 — 1016. Ευρωπαϊκά 670 — 695. Ημέρες 1176 — 1190. Αγγλικά 1270 — 1240. Βάμβαξ Κέρνακ 1350 — 1375. Γιούρα 1100 — 1076. Πόρτο Σάιντ 1212 — 1205. <box>806 1759 1134 1794</box>
col2-text <box>276 152 461 1592</box>
paragraph: Η 28ετής ιδιωτική υπάλληλος Ροζελίνα Μελακκό, υπέβαλε την 'Τρίτην παράκλησιν, διότι είχε ένα παιδί και το εξέθεσε εις την κρίσιν του δικαστηρίου. <box>1350 653 1558 688</box>
optical-advertisement <box>680 1788 800 2220</box>
paragraph: Χρειάζεται έκτακτη εργάτρια της Ρωμέλιας Αρμένη εις την περιοχήν Σπόρτιγκ. <box>1350 1061 1558 1084</box>
cinema-listing: ΜΙΑΜΙ — Τηλ. 78543 LE ROUGE ET LE NOIR <box>1152 356 1340 366</box>
paragraph: ΕΙΔΙΚΟΤΕΡΑ οι δημοσιογράφοι του επαγγέλματος οί ήμεραι κοινωνικοί του ξενιτεμού και οι δημόσιοι άνθρωποι μας διαβεβαιώνουν ότι οι πολίται δεν απατώνται. <box>276 180 461 226</box>
spentsa-logo: ΣΠΕΝΤΣΑ <box>75 1783 424 1854</box>
cinema-listings-right <box>1350 160 1558 490</box>
paragraph: Η «Αγορά» γράφει σήμερον ότι η Αλεξάνδρεια θα συγκεντρώσει και φέτος τον ιστορικό πληθυσμό της στα αναπηρικά σχολεία. Την Αλεξάνδρειαν θα εξετάσει ο Υπουργός. <box>276 547 461 593</box>
paragraph: Η Ιταλία θα επιστρέψει εις τον Παύλον το Β' το απολεσθέν βασίλειον του, εκείνο που εκυβερνούσαν οι προπάτορές του εις την νήσον Ταβολάρα. Ολίγοι γνωρίζουν ότι η μικρά νήσος έχει έκτασιν 5 τετραγωνικών χιλιομέτρων. <box>1142 1113 1340 1172</box>
leoforeia-heading: ΤΑ ΛΕΩΦΟΡΕΙΑ ΔΙ' ΑΓΚΑΜΙ ΚΑΙ ΜΟΝΤΑΖΑΣ <box>288 779 449 806</box>
paragraph: Ανέλαβε από ημερών καθήκοντα ο Πρόξενος της Ελλάδος. Απο τον παρελθόντος Σαββάτου τα καθήκοντα αναλαμβάνει ο νέος Γενικός Πρόξενος. <box>811 317 1131 340</box>
ad-line <box>48 2066 452 2120</box>
paragraph: Αλεξανδρινά Τεμπέρα 250 — 300. Αμερικάνικα 1010 — 1016. Ευρωπαϊκά 670 — 695. Ημέρες 1176 — 1190. Αγγλικά 1270 — 1240. Βάμβαξ Κέρνακ 1350 — 1375. Γιούρα 1100 — 1076. Πόρτο Σάιντ 1212 — 1205. <box>806 1679 1134 1714</box>
ton-simera-heading: ΤΑΝ ΣΗΜΕΡΑ <box>276 442 461 459</box>
ad-text: GARANTIE LAVABLE <box>204 2069 404 2118</box>
paragraph: Η 28ετής ιδιωτική υπάλληλος Ροζελίνα Μελακκό, υπέβαλε την 'Τρίτην παράκλησιν, διότι είχε ένα παιδί και το εξέθεσε εις την κρίσιν του δικαστηρίου. <box>1350 812 1558 847</box>
paragraph: Χθες κατέρρευσεν οικία εις την περιοχήν Σαγκαλά. Οι ένοικοι είχον ειδοποιηθεί και είχαν εξέλθει εγκαίρως. Ουδέν θύμα αναφέρεται. <box>811 569 1131 592</box>
paragraph: Τόσοι οι χειρούργοι, όσον και οι άλλοι ιατροί, γνωρίζουν καλα ότι οι περισσότεροι ασθενείς ερχονται πάντοτε όταν αισθανθούν ότι η ασθένεια των είναι αναπόφευκτη. Οι συγγενείς των ασθενών πλησιάζουν με δειλία τον γιατρό και τον ερωτούν πάντοτε την αλήθεια. Αλλά και οι ίδιοι οι ασθενείς θέλουν να γνωρίζουν την κατάστασίν των. <box>45 203 263 284</box>
stadion-heading: ΕΙΣ ΤΟ ΣΤΑΔΙΟΝ ΑΚΟΜΗ ΤΩΝ ΔΙΑΤΥΠΩΣΕΩΝ <box>942 1189 1104 1216</box>
misrair-logo: MISRAIR <box>1239 1830 1463 1882</box>
paragraph: ΤΟ ΘΕΜΑ έχει έδαφος και άλλας απόψεις. Φρενοκλινικάς και χρόνιαι αρρώστιαι έχουν εκπληκτικά αποτελέσματα. Ολα αυτά συμπεράσματα επί της επιστήμης του φίλου ιατρού. <box>45 490 263 536</box>
optical-brand: THE EGYPTIAN OPTICAL Co <box>685 2012 795 2044</box>
paragraph: Αυτόσο πέτε ολόκληρος μήνας μετά την αίτησιν του δήμου προς την Κυβέρνησιν ακόμη δεν ελήφθη απόφασις διά το στάδιον. <box>911 1219 1135 1254</box>
misrair-advertisement <box>1142 1810 1560 2233</box>
paragraph: Ανέλαβε από ημερών καθήκοντα ο Πρόξενος της Ελλάδος. Απο τον παρελθόντος Σαββάτου τα καθήκοντα αναλαμβάνει ο νέος Γενικός Πρόξενος. <box>811 345 1131 369</box>
ad-line: ΔΙΑ ΤΗΝ ΕΠΙΣΤΗΜΟΝΙΚΗΝ ΕΚΤΕΛΕΣΙΝ ΤΩΝ ΣΥΝΤΑΓΩΝ ΣΑΣ ΑΠΕΥΘΥΝΘΗΤΕ <box>685 1952 795 1981</box>
orfanotropheion-heading: Σπεντσοπούλειον Ορφανοτροφεΐον <box>1142 1366 1340 1385</box>
leoforeia-agkami-heading: ΤΑ ΛΕΩΦΟΡΕΙΑ ΤΟΥ ΑΓΚΑΜΙ ΚΑΙ ΤΗΣ ΜΟΝΤΑΖΑΣ ΔΙΑΤΗΡΟΥΝΤΑΙ ΚΑΙ ΤΟΝ ΧΕΙΜΩΝΑ <box>477 1115 663 1212</box>
ad-line: ΚΑΙΡΟΝ : Μιντάν της 'Όπερας, Τηλέφ. 47735 — 54045 <box>1217 2171 1485 2183</box>
